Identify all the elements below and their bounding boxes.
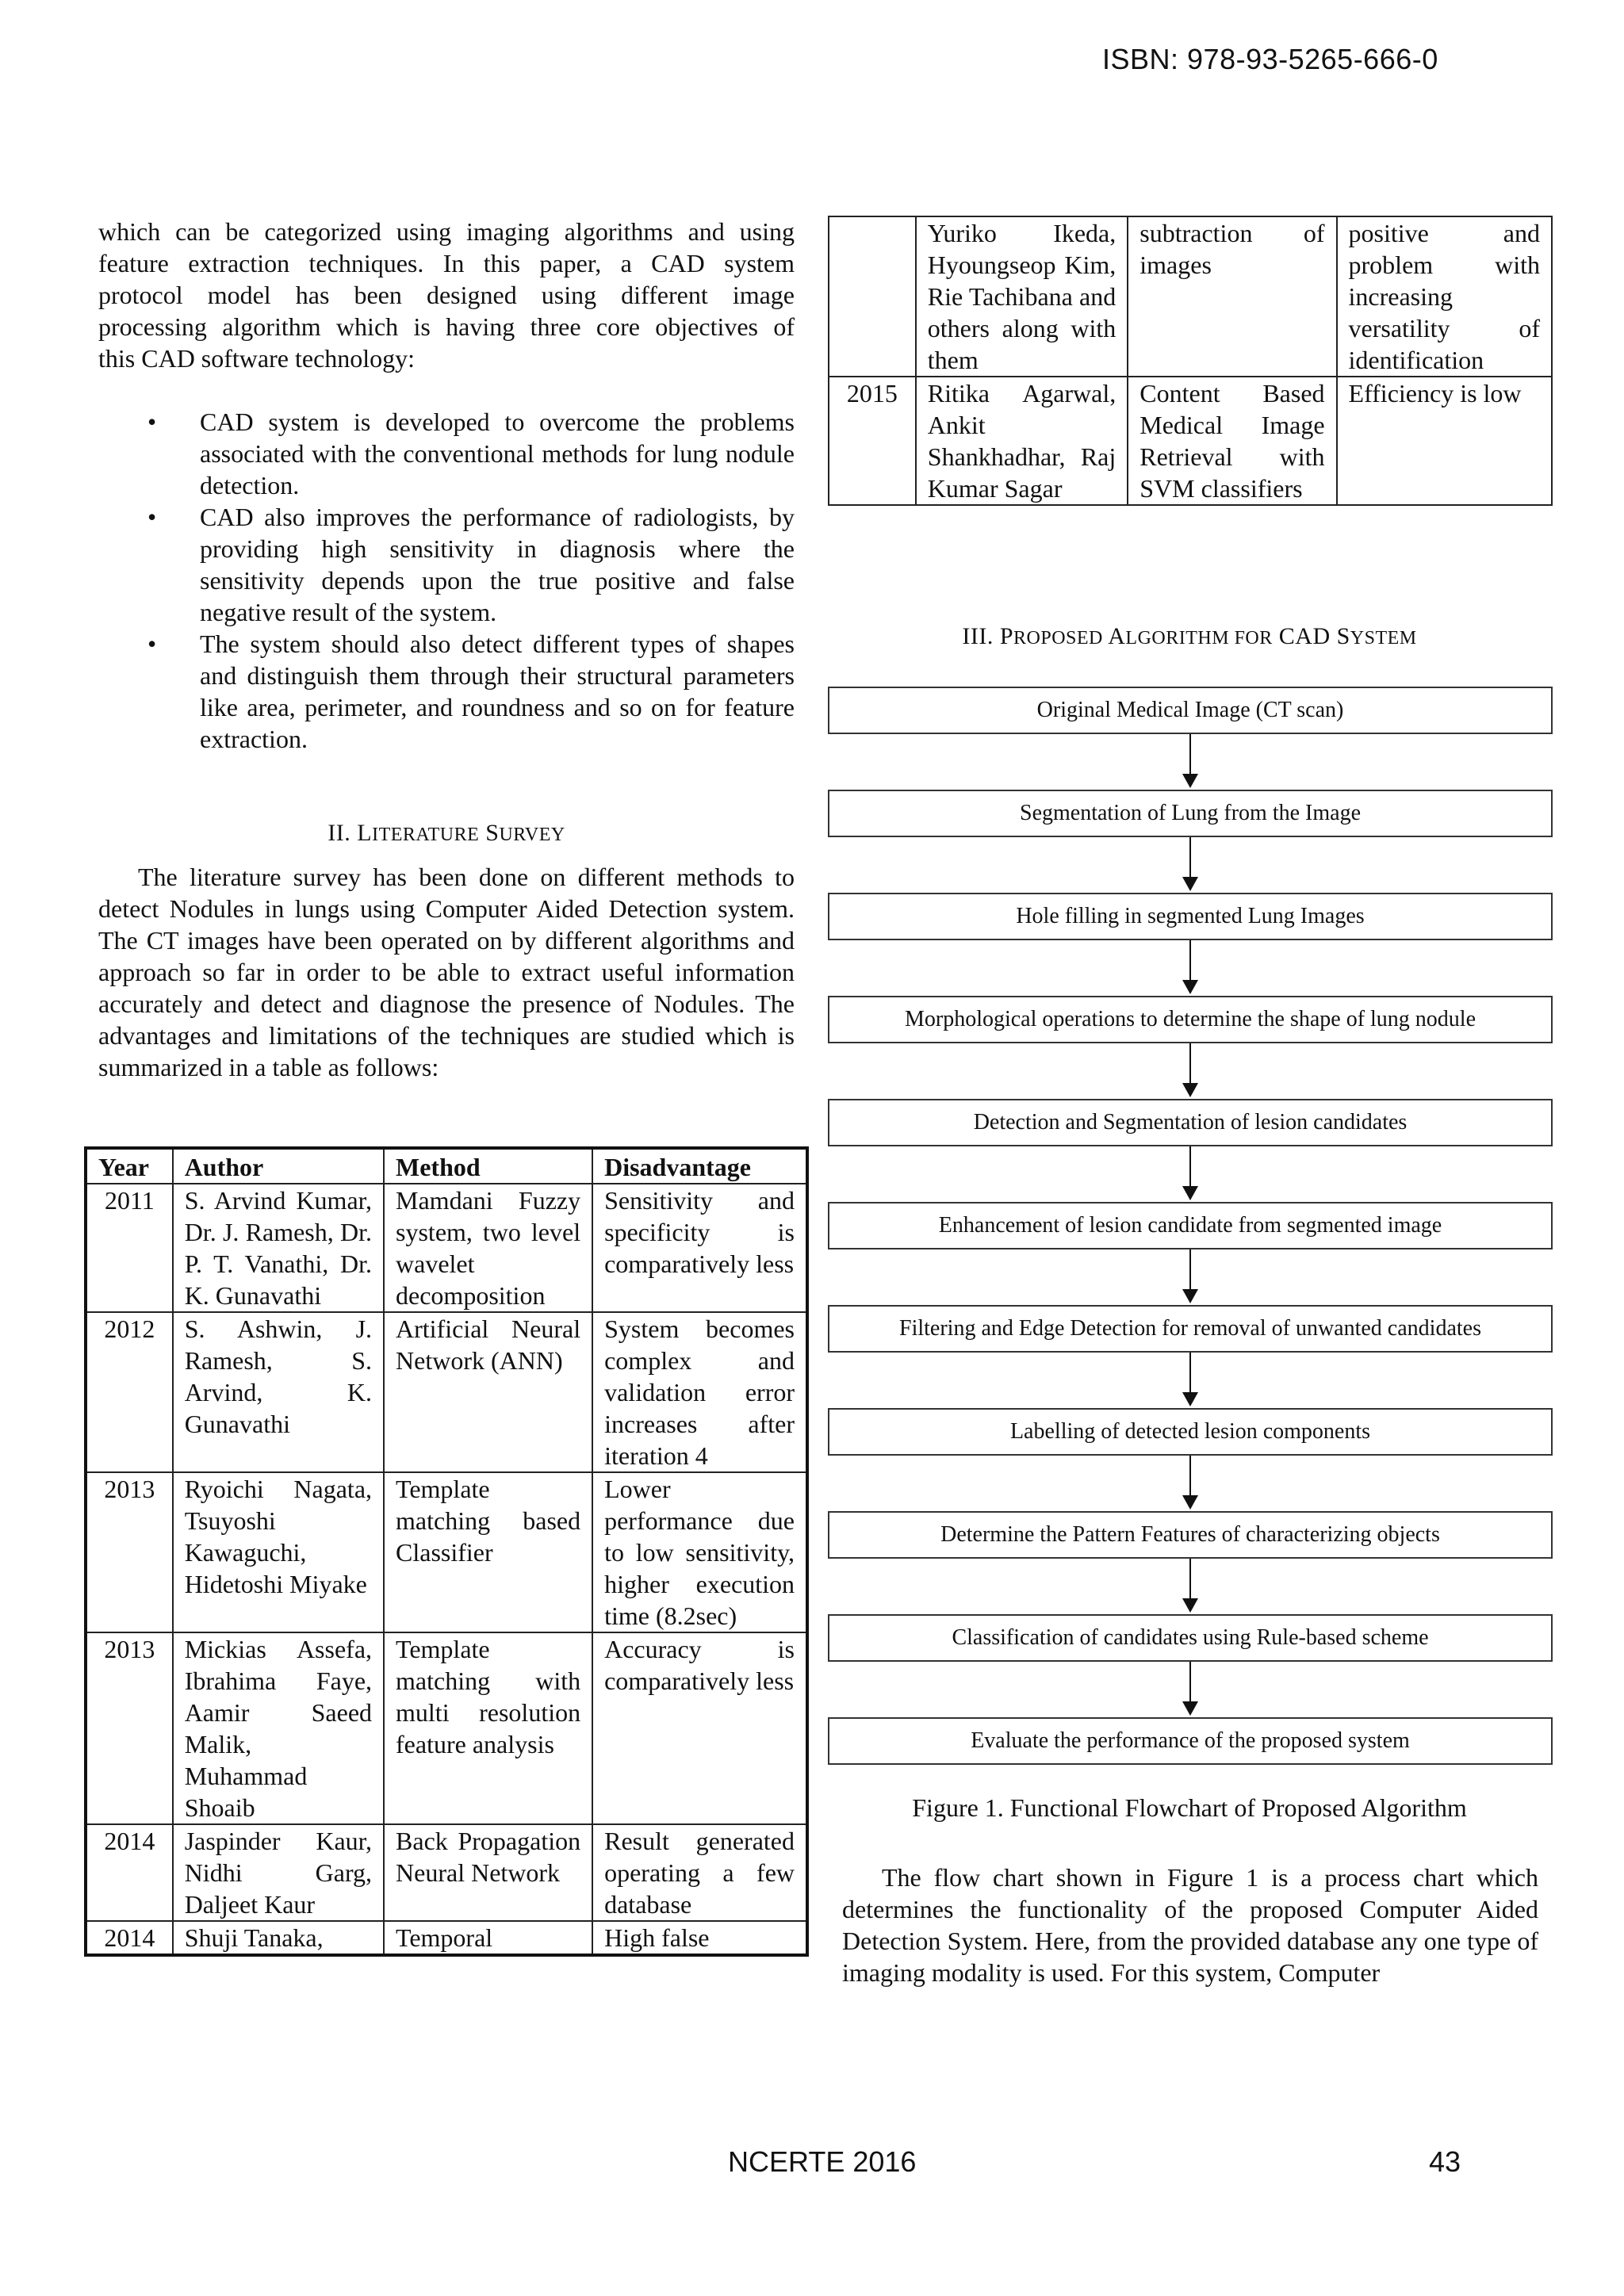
flowchart-description-paragraph: The flow chart shown in Figure 1 is a process chart which determines the functionality of the proposed Computer Aided Detection System. Here, from the provided database any one type of imaging modality is used. For this system, Computer: [842, 1863, 1538, 1987]
table-row: [86, 1824, 807, 1921]
author-cell: Ritika Agarwal, Ankit Shankhadhar, Raj Kumar Sagar: [916, 377, 1128, 505]
flowchart-step: Segmentation of Lung from the Image: [828, 790, 1553, 837]
disadvantage-cell: System becomes complex and validation error increases after iteration 4: [592, 1312, 807, 1472]
table-header-row: [86, 1148, 807, 1184]
intro-line: processing algorithm which is having three core objectives of: [98, 312, 795, 341]
year-cell: 2012: [86, 1312, 173, 1472]
column-header-method: Method: [384, 1148, 592, 1184]
down-arrow-icon: [828, 1662, 1553, 1717]
flowchart-step: Filtering and Edge Detection for removal of unwanted candidates: [828, 1305, 1553, 1353]
disadvantage-cell: Lower performance due to low sensitivity, higher execution time (8.2sec): [592, 1472, 807, 1632]
flowchart-step: Labelling of detected lesion components: [828, 1408, 1553, 1456]
intro-line: protocol model has been designed using different image: [98, 281, 795, 309]
flowchart-step: Hole filling in segmented Lung Images: [828, 893, 1553, 940]
author-cell: Mickias Assefa, Ibrahima Faye, Aamir Saeed Malik, Muhammad Shoaib: [173, 1632, 384, 1824]
year-cell: [829, 216, 916, 377]
flowchart: [828, 687, 1553, 1765]
list-item: [98, 628, 795, 755]
author-cell: S. Arvind Kumar, Dr. J. Ramesh, Dr. P. T. Vanathi, Dr. K. Gunavathi: [173, 1184, 384, 1312]
bullet-icon: •: [147, 503, 157, 531]
page-number: 43: [1429, 2145, 1461, 2178]
down-arrow-icon: [828, 1353, 1553, 1408]
down-arrow-icon: [828, 1559, 1553, 1614]
intro-line: which can be categorized using imaging algorithms and using: [98, 217, 795, 246]
method-cell: Back Propagation Neural Network: [384, 1824, 592, 1921]
list-item-text: The system should also detect different types of shapes and distinguish them through their structural parameters like area, perimeter, and roundness and so on for feature extraction.: [200, 629, 795, 753]
author-cell: Jaspinder Kaur, Nidhi Garg, Daljeet Kaur: [173, 1824, 384, 1921]
list-item-text: CAD also improves the performance of radiologists, by providing high sensitivity in diagnosis where the sensitivity depends upon the true positive and false negative result of the system.: [200, 503, 795, 626]
table-row: [86, 1184, 807, 1312]
flowchart-step: Morphological operations to determine the shape of lung nodule: [828, 996, 1553, 1043]
flowchart-step: Evaluate the performance of the proposed system: [828, 1717, 1553, 1765]
method-cell: Mamdani Fuzzy system, two level wavelet decomposition: [384, 1184, 592, 1312]
method-cell: subtraction of images: [1128, 216, 1336, 377]
flowchart-step: Classification of candidates using Rule-based scheme: [828, 1614, 1553, 1662]
intro-paragraph: [98, 216, 795, 374]
table-row: [829, 377, 1552, 505]
down-arrow-icon: [828, 1249, 1553, 1305]
bullet-icon: •: [147, 408, 157, 436]
disadvantage-cell: Accuracy is comparatively less: [592, 1632, 807, 1824]
disadvantage-cell: Efficiency is low: [1337, 377, 1552, 505]
method-cell: Artificial Neural Network (ANN): [384, 1312, 592, 1472]
bullet-icon: •: [147, 629, 157, 658]
down-arrow-icon: [828, 1146, 1553, 1202]
intro-line: this CAD software technology:: [98, 344, 416, 373]
author-cell: Yuriko Ikeda, Hyoungseop Kim, Rie Tachibana and others along with them: [916, 216, 1128, 377]
down-arrow-icon: [828, 734, 1553, 790]
year-cell: 2011: [86, 1184, 173, 1312]
column-header-disadvantage: Disadvantage: [592, 1148, 807, 1184]
disadvantage-cell: positive and problem with increasing versatility of identification: [1337, 216, 1552, 377]
column-header-author: Author: [173, 1148, 384, 1184]
literature-survey-heading: II. LITERATURE SURVEY: [327, 820, 565, 846]
table-row: [86, 1921, 807, 1955]
table-row: [86, 1312, 807, 1472]
flowchart-step: Detection and Segmentation of lesion candidates: [828, 1099, 1553, 1146]
isbn-header: ISBN: 978-93-5265-666-0: [1102, 43, 1438, 75]
figure-caption: Figure 1. Functional Flowchart of Proposed Algorithm: [912, 1793, 1467, 1822]
list-item: [98, 501, 795, 628]
literature-table: [84, 1146, 809, 1957]
author-cell: S. Ashwin, J. Ramesh, S. Arvind, K. Gunavathi: [173, 1312, 384, 1472]
list-item: [98, 406, 795, 501]
year-cell: 2014: [86, 1824, 173, 1921]
year-cell: 2015: [829, 377, 916, 505]
down-arrow-icon: [828, 1456, 1553, 1511]
list-item-text: CAD system is developed to overcome the problems associated with the conventional methods for lung nodule detection.: [200, 408, 795, 499]
down-arrow-icon: [828, 837, 1553, 893]
flowchart-step: Enhancement of lesion candidate from segmented image: [828, 1202, 1553, 1249]
table-row: [829, 216, 1552, 377]
disadvantage-cell: Sensitivity and specificity is comparatively less: [592, 1184, 807, 1312]
year-cell: 2014: [86, 1921, 173, 1955]
footer-conference: NCERTE 2016: [728, 2145, 917, 2178]
author-cell: Ryoichi Nagata, Tsuyoshi Kawaguchi, Hidetoshi Miyake: [173, 1472, 384, 1632]
method-cell: Content Based Medical Image Retrieval with SVM classifiers: [1128, 377, 1336, 505]
year-cell: 2013: [86, 1632, 173, 1824]
proposed-algorithm-heading: III. PROPOSED ALGORITHM FOR CAD SYSTEM: [962, 623, 1417, 649]
year-cell: 2013: [86, 1472, 173, 1632]
author-cell: Shuji Tanaka,: [173, 1921, 384, 1955]
down-arrow-icon: [828, 1043, 1553, 1099]
objectives-list: [98, 406, 795, 755]
method-cell: Template matching with multi resolution feature analysis: [384, 1632, 592, 1824]
flowchart-step: Original Medical Image (CT scan): [828, 687, 1553, 734]
left-column: [98, 216, 795, 755]
intro-line: feature extraction techniques. In this paper, a CAD system: [98, 249, 795, 277]
column-header-year: Year: [86, 1148, 173, 1184]
down-arrow-icon: [828, 940, 1553, 996]
flowchart-step: Determine the Pattern Features of characterizing objects: [828, 1511, 1553, 1559]
table-row: [86, 1632, 807, 1824]
table-row: [86, 1472, 807, 1632]
method-cell: Template matching based Classifier: [384, 1472, 592, 1632]
literature-survey-paragraph: The literature survey has been done on different methods to detect Nodules in lungs using Computer Aided Detection system. The CT images have been operated on by different algorithms and approach so far in order to be able to extract useful information accurately and detect and diagnose the presence of Nodules. The advantages and limitations of the techniques are studied which is summarized in a table as follows:: [98, 863, 795, 1081]
disadvantage-cell: Result generated operating a few database: [592, 1824, 807, 1921]
literature-table-continued: [828, 216, 1553, 506]
disadvantage-cell: High false: [592, 1921, 807, 1955]
method-cell: Temporal: [384, 1921, 592, 1955]
